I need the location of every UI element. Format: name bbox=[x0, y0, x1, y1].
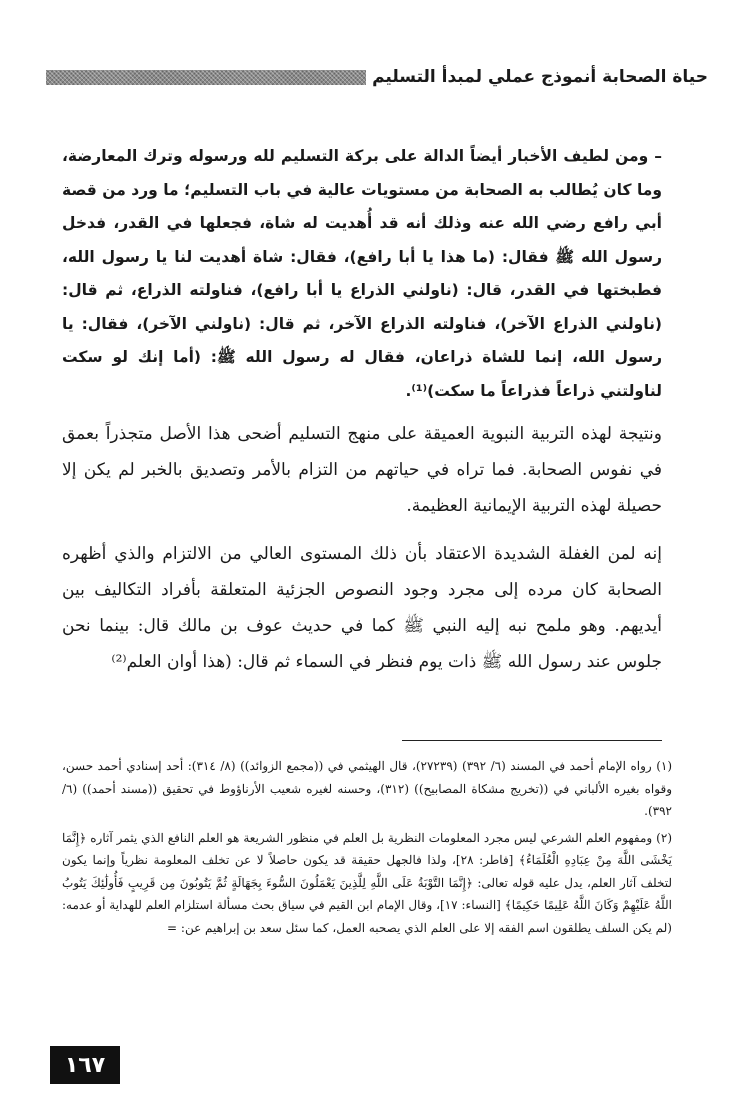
paragraph-result: ونتيجة لهذه التربية النبوية العميقة على منهج التسليم أضحى هذا الأصل متجذراً بعمق في نفوس الصحابة. فما تراه في حياتهم من التزام بالأمر وتصديق بالخبر لم يكن إلا حصيلة لهذه التربية الإيمانية العظيمة. bbox=[62, 424, 662, 516]
footnote-separator bbox=[402, 740, 662, 741]
header-decorative-bar bbox=[46, 70, 366, 85]
paragraph-abu-rafi: – ومن لطيف الأخبار أيضاً الدالة على بركة التسليم لله ورسوله وترك المعارضة، وما كان يُطالب به الصحابة من مستويات عالية في باب التسليم؛ ما ورد من قصة أبي رافع رضي الله عنه وذلك أنه قد أُهديت له شاة، فجعلها في القدر، فدخل رسول الله ﷺ فقال: (ما هذا يا أبا رافع)، فقال: شاة أهديت لنا يا رسول الله، فطبختها في القدر، قال: (ناولني الذراع يا أبا رافع)، فناولته الذراع، ثم قال: (ناولني الذراع الآخر)، فناولته الذراع الآخر، ثم قال: (ناولني الآخر)، فقال: يا رسول الله، إنما للشاة ذراعان، فقال له رسول الله ﷺ: (أما إنك لو سكت لناولتني ذراعاً فذراعاً ما سكت)⁽¹⁾. bbox=[62, 147, 662, 400]
page-number: ١٦٧ bbox=[50, 1046, 120, 1084]
paragraph-awf-hadith: إنه لمن الغفلة الشديدة الاعتقاد بأن ذلك المستوى العالي من الالتزام والذي أظهره الصحابة كان مرده إلى مجرد وجود النصوص الجزئية المتعلقة بأفراد التكاليف بين أيديهم. وهو ملمح نبه إليه النبي ﷺ كما في حديث عوف بن مالك قال: بينما نحن جلوس عند رسول الله ﷺ ذات يوم فنظر في السماء ثم قال: (هذا أوان العلم⁽²⁾ bbox=[62, 544, 662, 672]
running-header bbox=[40, 60, 708, 94]
footnote-2: (٢) ومفهوم العلم الشرعي ليس مجرد المعلومات النظرية بل العلم في منظور الشريعة هو العلم النافع الذي يثمر آثاره ﴿إِنَّمَا يَخْشَى اللَّهَ مِنْ عِبَادِهِ الْعُلَمَاءُ﴾ [فاطر: ٢٨]، ولذا فالجهل حقيقة قد يكون حاصلاً لا عن تخلف المعلومة نظرياً وإنما يكون لتخلف آثار العلم، يدل عليه قوله تعالى: ﴿إِنَّمَا التَّوْبَةُ عَلَى اللَّهِ لِلَّذِينَ يَعْمَلُونَ السُّوءَ بِجَهَالَةٍ ثُمَّ يَتُوبُونَ مِن قَرِيبٍ فَأُولَٰئِكَ يَتُوبُ اللَّهُ عَلَيْهِمْ وَكَانَ اللَّهُ عَلِيمًا حَكِيمًا﴾ [النساء: ١٧]، وقال الإمام ابن القيم في سياق بحث مسألة استلزام العلم للهداية أو عدمه: (لم يكن السلف يطلقون اسم الفقه إلا على العلم الذي يصحبه العمل، كما سئل سعد بن إبراهيم عن: = bbox=[62, 830, 673, 935]
main-text bbox=[62, 140, 662, 692]
footnotes bbox=[62, 755, 672, 943]
footnote-1: (١) رواه الإمام أحمد في المسند (٦/ ٣٩٢) (٢٧٢٣٩)، قال الهيثمي في ((مجمع الزوائد)) (٨/ ٣١٤): أحد إسنادي أحمد حسن، وقواه بغيره الألباني في ((تخريج مشكاة المصابيح)) (٣١٢)، وحسنه لغيره شعيب الأرناؤوط في تحقيق ((مسند أحمد)) (٦/ ٣٩٢). bbox=[62, 759, 673, 818]
header-title: حياة الصحابة أنموذج عملي لمبدأ التسليم bbox=[372, 67, 708, 87]
